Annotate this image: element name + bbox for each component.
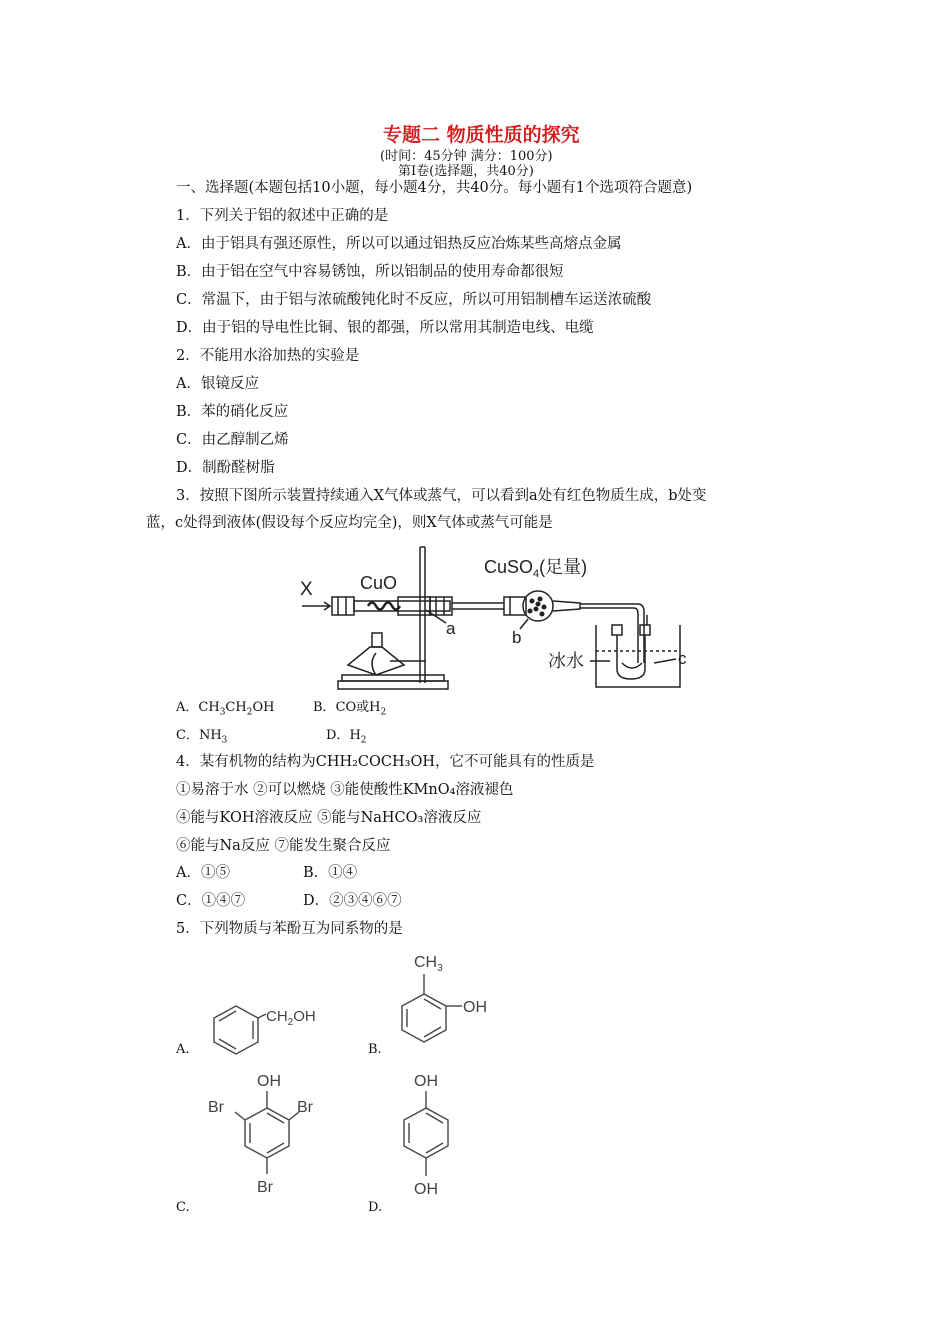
q1-option-d: D．由于铝的导电性比铜、银的都强，所以常用其制造电线、电缆 <box>176 320 594 336</box>
q2-option-c: C．由乙醇制乙烯 <box>176 432 289 448</box>
q2-option-b: B．苯的硝化反应 <box>176 404 289 420</box>
structure-d <box>396 1068 476 1213</box>
time-line: (时间：45分钟 满分：100分) <box>380 149 553 164</box>
q4-property-line3: ⑥能与Na反应 ⑦能发生聚合反应 <box>176 838 391 854</box>
q1-option-c: C．常温下，由于铝与浓硫酸钝化时不反应，所以可用铝制槽车运送浓硫酸 <box>176 292 652 308</box>
a-label: a <box>446 619 456 638</box>
x-gas-label: X <box>300 579 313 600</box>
q1-option-b: B．由于铝在空气中容易锈蚀，所以铝制品的使用寿命都很短 <box>176 264 564 280</box>
q5-label-a: A. <box>176 1042 190 1057</box>
q2-option-a: A．银镜反应 <box>176 376 259 392</box>
cuso4-label: CuSO$_4$(足量) <box>484 557 588 580</box>
q5-label-c: C. <box>176 1200 190 1215</box>
q1-stem: 1．下列关于铝的叙述中正确的是 <box>176 208 389 224</box>
q3-stem-line2: 蓝，c处得到液体(假设每个反应均完全)，则X气体或蒸气可能是 <box>146 515 553 531</box>
q4-stem: 4．某有机物的结构为CHH₂COCH₃OH，它不可能具有的性质是 <box>176 754 595 770</box>
c-label: c <box>678 649 687 668</box>
svg-text:Br: Br <box>257 1179 273 1196</box>
svg-text:CH3: $CH_3$ <box>414 954 443 974</box>
q3-option-c: C．$NH_3$ <box>176 728 228 746</box>
q4-option-c: C．①④⑦ <box>176 893 246 909</box>
svg-text:OH: OH <box>463 999 487 1016</box>
svg-text:Br: Br <box>208 1099 224 1116</box>
svg-text:Br: Br <box>297 1099 313 1116</box>
structure-a <box>208 1000 338 1070</box>
page-title: 专题二 物质性质的探究 <box>383 124 580 146</box>
b-label: b <box>512 628 522 647</box>
q3-option-b: B．CO或$H_2$ <box>313 700 387 718</box>
q4-option-d: D．②③④⑥⑦ <box>303 893 402 909</box>
q4-option-b: B．①④ <box>303 865 358 881</box>
apparatus-figure <box>298 543 718 693</box>
svg-text:OH: OH <box>257 1073 281 1090</box>
q4-option-a: A．①⑤ <box>176 865 230 881</box>
structure-c <box>205 1068 335 1213</box>
q5-label-b: B. <box>368 1042 382 1057</box>
q5-stem: 5．下列物质与苯酚互为同系物的是 <box>176 921 403 937</box>
q5-label-d: D. <box>368 1200 383 1215</box>
q2-option-d: D．制酚醛树脂 <box>176 460 275 476</box>
q2-stem: 2．不能用水浴加热的实验是 <box>176 348 360 364</box>
part-line: 第Ⅰ卷(选择题，共40分) <box>398 164 534 179</box>
cuo-label: CuO <box>360 573 398 593</box>
q3-stem-line1: 3．按照下图所示装置持续通入X气体或蒸气，可以看到a处有红色物质生成，b处变 <box>176 488 707 504</box>
svg-text:OH: OH <box>414 1181 438 1198</box>
q4-property-line1: ①易溶于水 ②可以燃烧 ③能使酸性KMnO₄溶液褪色 <box>176 782 514 798</box>
q3-option-a: A．$CH_3CH_2OH$ <box>176 700 275 718</box>
structure-b <box>396 950 526 1060</box>
q4-property-line2: ④能与KOH溶液反应 ⑤能与NaHCO₃溶液反应 <box>176 810 482 826</box>
svg-text:CH2OH: $CH_2OH$ <box>266 1008 316 1028</box>
svg-text:OH: OH <box>414 1073 438 1090</box>
section-heading: 一、选择题(本题包括10小题，每小题4分，共40分。每小题有1个选项符合题意) <box>176 180 693 196</box>
ice-water-label: 冰水 <box>548 651 584 671</box>
q3-option-d: D．$H_2$ <box>326 728 367 746</box>
q1-option-a: A．由于铝具有强还原性，所以可以通过铝热反应冶炼某些高熔点金属 <box>176 236 622 252</box>
